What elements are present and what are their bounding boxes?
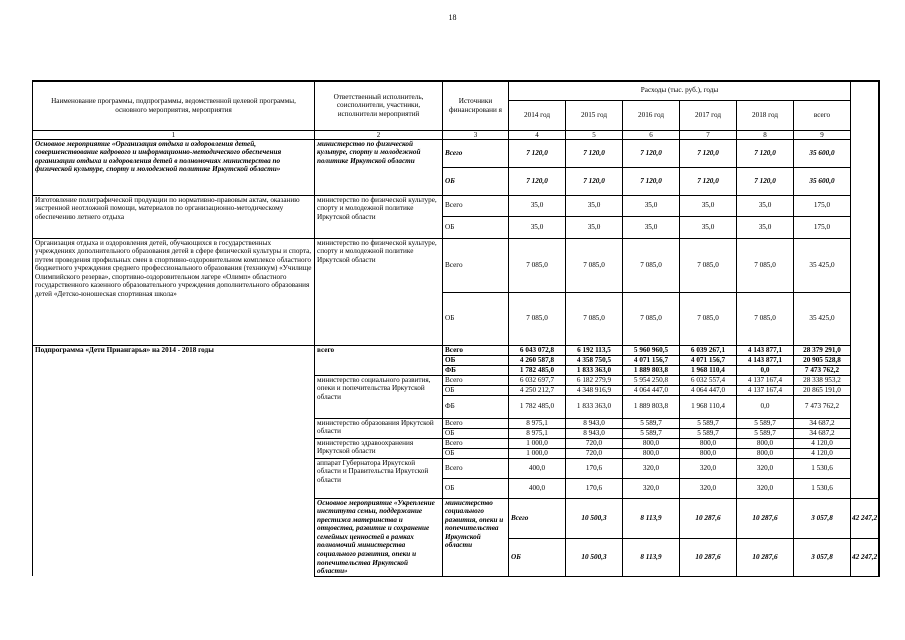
row-source: ОБ	[443, 428, 509, 438]
value-cell: 20 905 528,8	[794, 355, 851, 365]
value-cell: 1 833 363,0	[566, 395, 623, 418]
row-executor: министерство социального развития, опеки и попечительства Иркутской области	[315, 375, 443, 418]
value-cell: 720,0	[566, 448, 623, 458]
value-cell: 7 120,0	[509, 167, 566, 195]
value-cell: 35,0	[566, 195, 623, 216]
header-source: Источники финансировани я	[443, 81, 509, 130]
value-cell: 20 865 191,0	[794, 385, 851, 395]
value-cell: 8 113,9	[623, 498, 680, 538]
row-source: ОБ	[509, 538, 566, 576]
value-cell: 7 120,0	[566, 167, 623, 195]
value-cell: 35,0	[737, 195, 794, 216]
value-cell: 1 968 110,4	[680, 395, 737, 418]
row-source: Всего	[443, 195, 509, 216]
row-source: ОБ	[443, 448, 509, 458]
value-cell: 4 143 877,1	[737, 355, 794, 365]
value-cell: 4 064 447,0	[680, 385, 737, 395]
value-cell: 0,0	[737, 365, 794, 375]
value-cell: 3 057,8	[794, 498, 851, 538]
header-year: 2018 год	[737, 100, 794, 130]
value-cell: 5 589,7	[680, 418, 737, 428]
row-source: ОБ	[443, 292, 509, 345]
value-cell: 0,0	[737, 395, 794, 418]
row-source: Всего	[443, 238, 509, 292]
value-cell: 800,0	[737, 438, 794, 448]
row-name: Организация отдыха и оздоровления детей, обучающихся в государственных учреждениях дополнительного образования детей в сфере физической культуры и спорта, путем проведения профильных смен в спортивно-оздоровительном комплексе областного бюджетного учреждения среднего профессионального образования (техникум) «Училище Олимпийского резерва», спортивно-оздоровительном лагере «Олимп» областного государственного казенного образовательного учреждения дополнительного образования детей «Детско-юношеская спортивная школа»	[33, 238, 315, 345]
value-cell: 10 500,3	[566, 538, 623, 576]
value-cell: 4 358 750,5	[566, 355, 623, 365]
value-cell: 35,0	[680, 195, 737, 216]
row-source: ОБ	[443, 216, 509, 238]
value-cell: 800,0	[623, 438, 680, 448]
value-cell: 4 143 877,1	[737, 345, 794, 355]
value-cell: 4 064 447,0	[623, 385, 680, 395]
row-executor: министерство по физической культуре, спорту и молодежной политике Иркутской области	[315, 195, 443, 238]
value-cell: 175,0	[794, 195, 851, 216]
value-cell: 6 032 557,4	[680, 375, 737, 385]
value-cell: 1 833 363,0	[566, 365, 623, 375]
row-source: ОБ	[443, 478, 509, 498]
row-name: Основное мероприятие «Организация отдыха и оздоровления детей, совершенствование кадрового и информационно-методического обеспечения организации отдыха и оздоровления детей в полномочиях министерства по физической культуре, спорту и молодежной политике Иркутской области»	[33, 139, 315, 195]
value-cell: 10 287,6	[737, 538, 794, 576]
row-name: Подпрограмма «Дети Приангарья» на 2014 - 2018 годы	[33, 345, 315, 576]
value-cell: 7 085,0	[737, 292, 794, 345]
value-cell: 10 287,6	[737, 498, 794, 538]
value-cell: 35,0	[509, 216, 566, 238]
budget-table	[32, 80, 880, 577]
row-name: Основное мероприятие «Укрепление института семьи, поддержание престижа материнства и отцовства, развитие и сохранение семейных ценностей в рамках полномочий министерства социального развития, опеки и попечительства Иркутской области»	[315, 498, 443, 576]
row-source: Всего	[443, 418, 509, 428]
row-source: ОБ	[443, 167, 509, 195]
value-cell: 35,0	[623, 216, 680, 238]
value-cell: 35 425,0	[794, 238, 851, 292]
value-cell: 28 338 953,2	[794, 375, 851, 385]
value-cell: 10 500,3	[566, 498, 623, 538]
value-cell: 320,0	[680, 478, 737, 498]
column-index: 3	[443, 130, 509, 139]
row-executor: всего	[315, 345, 443, 375]
value-cell: 4 260 587,8	[509, 355, 566, 365]
value-cell: 4 071 156,7	[623, 355, 680, 365]
row-source: Всего	[443, 375, 509, 385]
row-source: ФБ	[443, 365, 509, 375]
value-cell: 1 889 803,8	[623, 395, 680, 418]
row-source: Всего	[509, 498, 566, 538]
value-cell: 7 473 762,2	[794, 395, 851, 418]
value-cell: 4 250 212,7	[509, 385, 566, 395]
value-cell: 7 085,0	[509, 238, 566, 292]
value-cell: 320,0	[737, 458, 794, 478]
value-cell: 35,0	[566, 216, 623, 238]
value-cell: 10 287,6	[680, 538, 737, 576]
column-index: 9	[794, 130, 851, 139]
row-source: Всего	[443, 458, 509, 478]
row-executor: министерство по физической культуре, спорту и молодежной политике Иркутской области	[315, 139, 443, 195]
row-executor: министерство здравоохранения Иркутской области	[315, 438, 443, 458]
value-cell: 5 589,7	[680, 428, 737, 438]
value-cell: 35 600,0	[794, 139, 851, 167]
value-cell: 28 379 291,0	[794, 345, 851, 355]
value-cell: 5 954 250,8	[623, 375, 680, 385]
row-executor: министерство образования Иркутской области	[315, 418, 443, 438]
value-cell: 7 120,0	[680, 139, 737, 167]
value-cell: 7 120,0	[509, 139, 566, 167]
row-source: ОБ	[443, 385, 509, 395]
value-cell: 5 589,7	[737, 428, 794, 438]
value-cell: 7 120,0	[680, 167, 737, 195]
value-cell: 1 000,0	[509, 438, 566, 448]
value-cell: 6 039 267,1	[680, 345, 737, 355]
value-cell: 1 782 485,0	[509, 395, 566, 418]
value-cell: 8 975,1	[509, 428, 566, 438]
value-cell: 7 120,0	[737, 167, 794, 195]
value-cell: 7 085,0	[737, 238, 794, 292]
column-index: 8	[737, 130, 794, 139]
value-cell: 10 287,6	[680, 498, 737, 538]
header-year: 2015 год	[566, 100, 623, 130]
value-cell: 42 247,2	[851, 538, 880, 576]
row-executor: аппарат Губернатора Иркутской области и Правительства Иркутской области	[315, 458, 443, 498]
value-cell: 320,0	[737, 478, 794, 498]
header-year: 2017 год	[680, 100, 737, 130]
value-cell: 4 348 916,9	[566, 385, 623, 395]
header-year: 2014 год	[509, 100, 566, 130]
value-cell: 35,0	[680, 216, 737, 238]
value-cell: 8 943,0	[566, 418, 623, 428]
value-cell: 7 120,0	[737, 139, 794, 167]
header-expenses: Расходы (тыс. руб.), годы	[509, 81, 851, 100]
row-source: ФБ	[443, 395, 509, 418]
value-cell: 7 120,0	[623, 139, 680, 167]
header-executor: Ответственный исполнитель, соисполнители, участники, исполнители мероприятий	[315, 81, 443, 130]
column-index: 4	[509, 130, 566, 139]
value-cell: 8 113,9	[623, 538, 680, 576]
row-name: Изготовление полиграфической продукции по нормативно-правовым актам, оказанию экстренной неотложной помощи, материалов по организационно-методическому обеспечению летнего отдыха	[33, 195, 315, 238]
value-cell: 7 085,0	[566, 292, 623, 345]
value-cell: 35,0	[623, 195, 680, 216]
value-cell: 34 687,2	[794, 418, 851, 428]
value-cell: 7 085,0	[680, 292, 737, 345]
value-cell: 4 120,0	[794, 438, 851, 448]
value-cell: 1 000,0	[509, 448, 566, 458]
value-cell: 1 968 110,4	[680, 365, 737, 375]
value-cell: 5 589,7	[737, 418, 794, 428]
value-cell: 7 085,0	[509, 292, 566, 345]
value-cell: 320,0	[680, 458, 737, 478]
value-cell: 42 247,2	[851, 498, 880, 538]
value-cell: 5 589,7	[623, 418, 680, 428]
value-cell: 1 530,6	[794, 458, 851, 478]
value-cell: 5 960 960,5	[623, 345, 680, 355]
value-cell: 7 120,0	[566, 139, 623, 167]
value-cell: 5 589,7	[623, 428, 680, 438]
value-cell: 6 182 279,9	[566, 375, 623, 385]
header-name: Наименование программы, подпрограммы, ведомственной целевой программы, основного мероприятия, мероприятия	[33, 81, 315, 130]
value-cell: 400,0	[509, 458, 566, 478]
page-number: 18	[448, 13, 457, 22]
value-cell: 170,6	[566, 478, 623, 498]
value-cell: 800,0	[737, 448, 794, 458]
row-source: Всего	[443, 345, 509, 355]
column-index: 7	[680, 130, 737, 139]
value-cell: 400,0	[509, 478, 566, 498]
value-cell: 35,0	[737, 216, 794, 238]
value-cell: 7 085,0	[623, 238, 680, 292]
value-cell: 175,0	[794, 216, 851, 238]
header-year-total: всего	[794, 100, 851, 130]
value-cell: 320,0	[623, 478, 680, 498]
value-cell: 6 043 072,8	[509, 345, 566, 355]
value-cell: 4 137 167,4	[737, 385, 794, 395]
value-cell: 7 085,0	[680, 238, 737, 292]
value-cell: 1 782 485,0	[509, 365, 566, 375]
value-cell: 720,0	[566, 438, 623, 448]
value-cell: 1 530,6	[794, 478, 851, 498]
value-cell: 7 473 762,2	[794, 365, 851, 375]
value-cell: 170,6	[566, 458, 623, 478]
row-source: ОБ	[443, 355, 509, 365]
value-cell: 7 085,0	[566, 238, 623, 292]
value-cell: 800,0	[680, 438, 737, 448]
value-cell: 8 975,1	[509, 418, 566, 428]
value-cell: 3 057,8	[794, 538, 851, 576]
value-cell: 6 192 113,5	[566, 345, 623, 355]
value-cell: 320,0	[623, 458, 680, 478]
value-cell: 35,0	[509, 195, 566, 216]
header-year: 2016 год	[623, 100, 680, 130]
value-cell: 800,0	[680, 448, 737, 458]
value-cell: 6 032 697,7	[509, 375, 566, 385]
column-index: 2	[315, 130, 443, 139]
column-index: 6	[623, 130, 680, 139]
value-cell: 7 120,0	[623, 167, 680, 195]
value-cell: 35 600,0	[794, 167, 851, 195]
row-source: Всего	[443, 139, 509, 167]
column-index: 5	[566, 130, 623, 139]
value-cell: 800,0	[623, 448, 680, 458]
value-cell: 35 425,0	[794, 292, 851, 345]
value-cell: 4 120,0	[794, 448, 851, 458]
value-cell: 4 137 167,4	[737, 375, 794, 385]
value-cell: 8 943,0	[566, 428, 623, 438]
row-source: Всего	[443, 438, 509, 448]
column-index: 1	[33, 130, 315, 139]
row-executor: министерство по физической культуре, спорту и молодежной политике Иркутской области	[315, 238, 443, 345]
row-executor: министерство социального развития, опеки и попечительства Иркутской области	[443, 498, 509, 576]
value-cell: 34 687,2	[794, 428, 851, 438]
value-cell: 4 071 156,7	[680, 355, 737, 365]
value-cell: 7 085,0	[623, 292, 680, 345]
value-cell: 1 889 803,8	[623, 365, 680, 375]
